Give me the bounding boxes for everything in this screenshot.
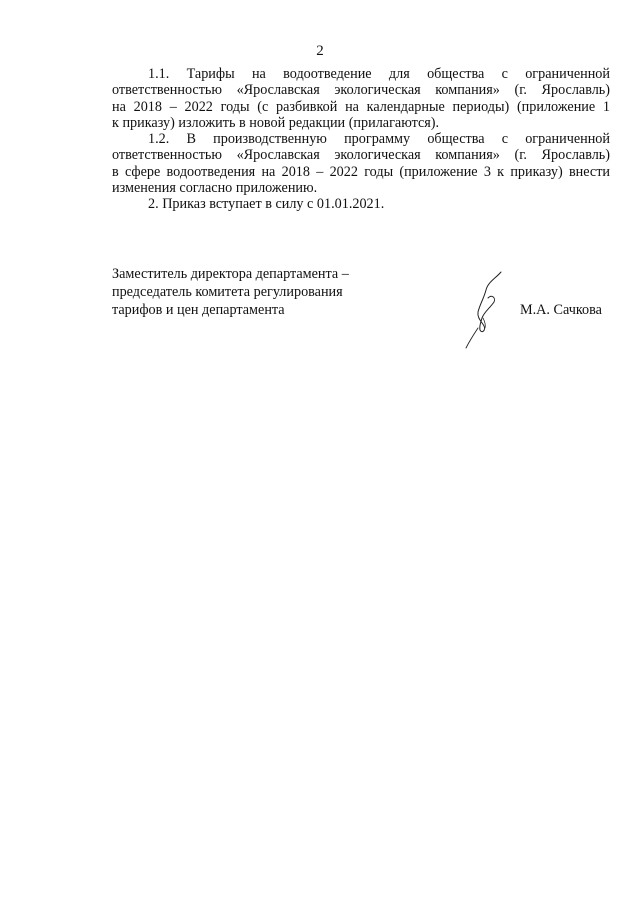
page-number: 2 [316,43,324,59]
paragraph-1-1 [112,66,610,131]
signer-position-line: тарифов и цен департамента [112,302,285,318]
signer-position [112,265,372,319]
document-body [112,66,610,213]
signer-name: М.А. Сачкова [520,302,602,318]
paragraph-line: на 2018 – 2022 годы (с разбивкой на календарные периоды) (приложение 1 [112,98,610,115]
paragraph-line: ответственностью «Ярославская экологическая компания» (г. Ярославль) [112,82,610,99]
paragraph-line: 1.1. Тарифы на водоотведение для общества с ограниченной [148,66,610,82]
handwritten-signature [452,268,514,352]
paragraph-line: в сфере водоотведения на 2018 – 2022 годы (приложение 3 к приказу) внести [112,163,610,180]
signer-position-line: председатель комитета регулирования [112,284,343,300]
paragraph-line: к приказу) изложить в новой редакции (прилагаются). [112,114,440,131]
signer-position-line: Заместитель директора департамента – [112,266,349,282]
paragraph-1-2 [112,131,610,196]
paragraph-line: ответственностью «Ярославская экологическая компания» (г. Ярославль) [112,147,610,164]
paragraph-line: 2. Приказ вступает в силу с 01.01.2021. [148,196,385,213]
paragraph-line: изменения согласно приложению. [112,180,318,197]
paragraph-2 [112,196,610,212]
paragraph-line: 1.2. В производственную программу общества с ограниченной [148,131,610,148]
